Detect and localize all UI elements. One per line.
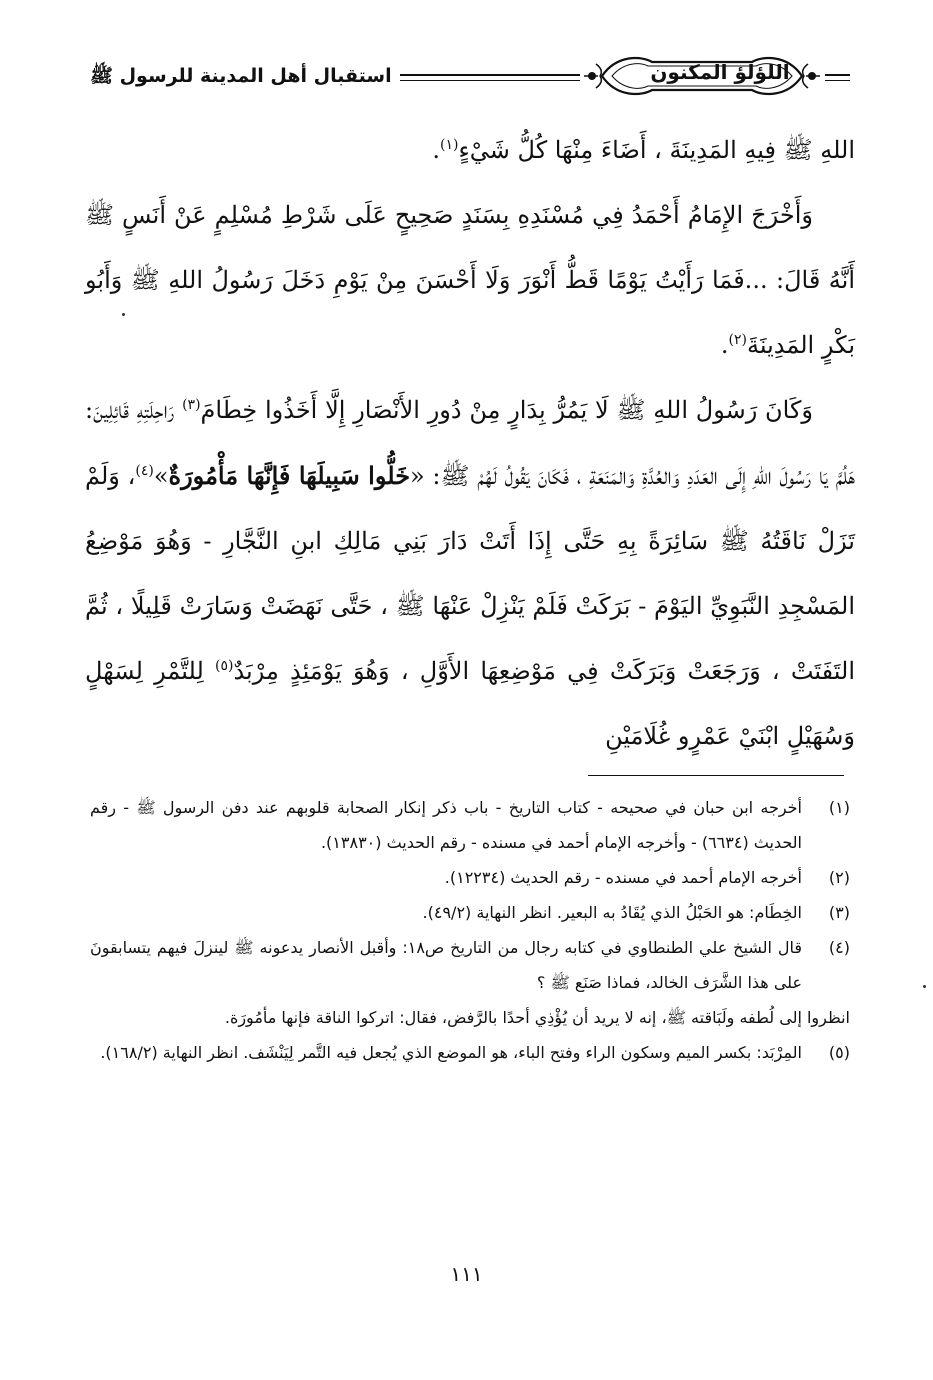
footnote-number: (٣) <box>828 903 850 922</box>
footnote <box>90 930 850 1000</box>
footnote-ref: (٣) <box>182 397 201 413</box>
footnote-number: (٥) <box>828 1043 850 1062</box>
main-text <box>85 118 855 769</box>
paragraph-text: وَأَخْرَجَ الإِمَامُ أَحْمَدُ فِي مُسْنَدِهِ بِسَنَدٍ صَحِيحٍ عَلَى شَرْطِ مُسْلِمٍ عَنْ أَنَسٍ ﷺ أَنَّهُ قَالَ: ...فَمَا رَأَيْتُ يَوْمًا قَطُّ أَنْوَرَ وَلَا أَحْسَنَ مِنْ يَوْمِ دَخَلَ رَسُولُ اللهِ ﷺ وَأَبُو بَكْرٍ المَدِينَةَ <box>85 201 855 359</box>
footnote-continuation: انظروا إلى لُطفه ولَبَاقته ﷺ، إنه لا يريد أن يُؤْذِي أحدًا بالرَّفض، فقال: اتركوا الناقة فإنها مأمُورَة. <box>224 1008 850 1027</box>
footnote-divider <box>588 775 844 776</box>
paragraph <box>85 378 855 769</box>
paragraph-text: وَكَانَ رَسُولُ اللهِ ﷺ لَا يَمُرُّ بِدَارٍ مِنْ دُورِ الأَنْصَارِ إِلَّا أَخَذُوا خِطَامَ <box>200 396 813 424</box>
footnote-text: الخِطَام: هو الحَبْلُ الذي يُقَادُ به البعير. انظر النهاية (٤٩/٢). <box>422 903 802 922</box>
footnote-ref: (٢) <box>728 332 747 348</box>
chapter-title: استقبال أهل المدينة للرسول ﷺ <box>90 65 392 87</box>
footnote <box>90 790 850 860</box>
footnote-number: (٤) <box>828 938 850 957</box>
footnotes <box>90 790 850 1070</box>
running-header <box>90 50 850 110</box>
header-rule <box>825 74 850 81</box>
footnote-ref: (١) <box>440 137 459 153</box>
paragraph-text: ، وَلَمْ تَزَلْ نَاقَتُهُ ﷺ سَائِرَةً بِهِ حَتَّى إِذَا أَتَتْ دَارَ بَنِي مَالِكِ ابنِ النَّجَّارِ - وَهُوَ مَوْضِعُ المَسْجِدِ النَّبَوِيِّ اليَوْمَ - بَرَكَتْ فَلَمْ يَنْزِلْ عَنْهَا ﷺ ، حَتَّى نَهَضَتْ وَسَارَتْ قَلِيلًا ، ثُمَّ التَفَتَتْ ، وَرَجَعَتْ وَبَرَكَتْ فِي مَوْضِعِهَا الأَوَّلِ ، وَهُوَ يَوْمَئِذٍ مِرْبَدٌ <box>85 462 855 685</box>
header-rule <box>400 74 580 81</box>
scan-speck <box>122 313 125 316</box>
paragraph-text: . <box>720 331 729 359</box>
paragraph-text: . <box>432 136 441 164</box>
footnote-number: (١) <box>828 798 850 817</box>
footnote-text: أخرجه الإمام أحمد في مسنده - رقم الحديث (١٢٢٣٤). <box>444 868 802 887</box>
footnote <box>90 895 850 930</box>
book-title: اللؤلؤ المكنون <box>650 60 790 84</box>
footnote <box>90 860 850 895</box>
footnote-number: (٢) <box>828 868 850 887</box>
footnote-text: أخرجه ابن حبان في صحيحه - كتاب التاريخ - باب ذكر إنكار الصحابة قلوبهم عند دفن الرسول ﷺ - رقم الحديث (٦٦٣٤) - وأخرجه الإمام أحمد في مسنده - رقم الحديث (١٣٨٣٠). <box>90 798 802 852</box>
paragraph <box>85 183 855 378</box>
footnote <box>90 1035 850 1070</box>
hadith-quote: خَلُّوا سَبِيلَهَا فَإِنَّهَا مَأْمُورَةٌ <box>168 461 411 490</box>
paragraph-text: لِلتَّمْرِ لِسَهْلٍ وَسُهَيْلٍ ابْنَيْ عَمْرٍو غُلَامَيْنِ <box>85 657 855 750</box>
paragraph-text: رَاحِلَتِهِ قَائِلِينَ: هَلُمَّ يَا رَسُولَ اللهِ إِلَى العَدَدِ وَالعُدَّةِ وَالمَنَعَةِ ، فَكَانَ يَقُولُ لَهُمْ ﷺ: « <box>85 396 855 490</box>
page-number: ١١١ <box>450 1262 483 1286</box>
footnote-ref: (٥) <box>214 658 234 674</box>
paragraph-text: اللهِ ﷺ فِيهِ المَدِينَةَ ، أَضَاءَ مِنْهَا كُلُّ شَيْءٍ <box>458 136 855 164</box>
paragraph-text: » <box>153 462 169 490</box>
footnote-text: المِرْبَد: بكسر الميم وسكون الراء وفتح الباء، هو الموضع الذي يُجعل فيه التَّمر لِيَنْشَف. انظر النهاية (١٦٨/٢). <box>100 1043 802 1062</box>
footnote-ref: (٤) <box>135 463 154 479</box>
scan-speck <box>923 985 926 988</box>
paragraph <box>85 118 855 183</box>
footnote-text: قال الشيخ علي الطنطاوي في كتابه رجال من التاريخ ص١٨: وأقبل الأنصار يدعونه ﷺ لينزلَ فيهم يتسابقونَ على هذا الشَّرَف الخالد، فماذا صَنَع ﷺ ؟ <box>90 938 803 992</box>
